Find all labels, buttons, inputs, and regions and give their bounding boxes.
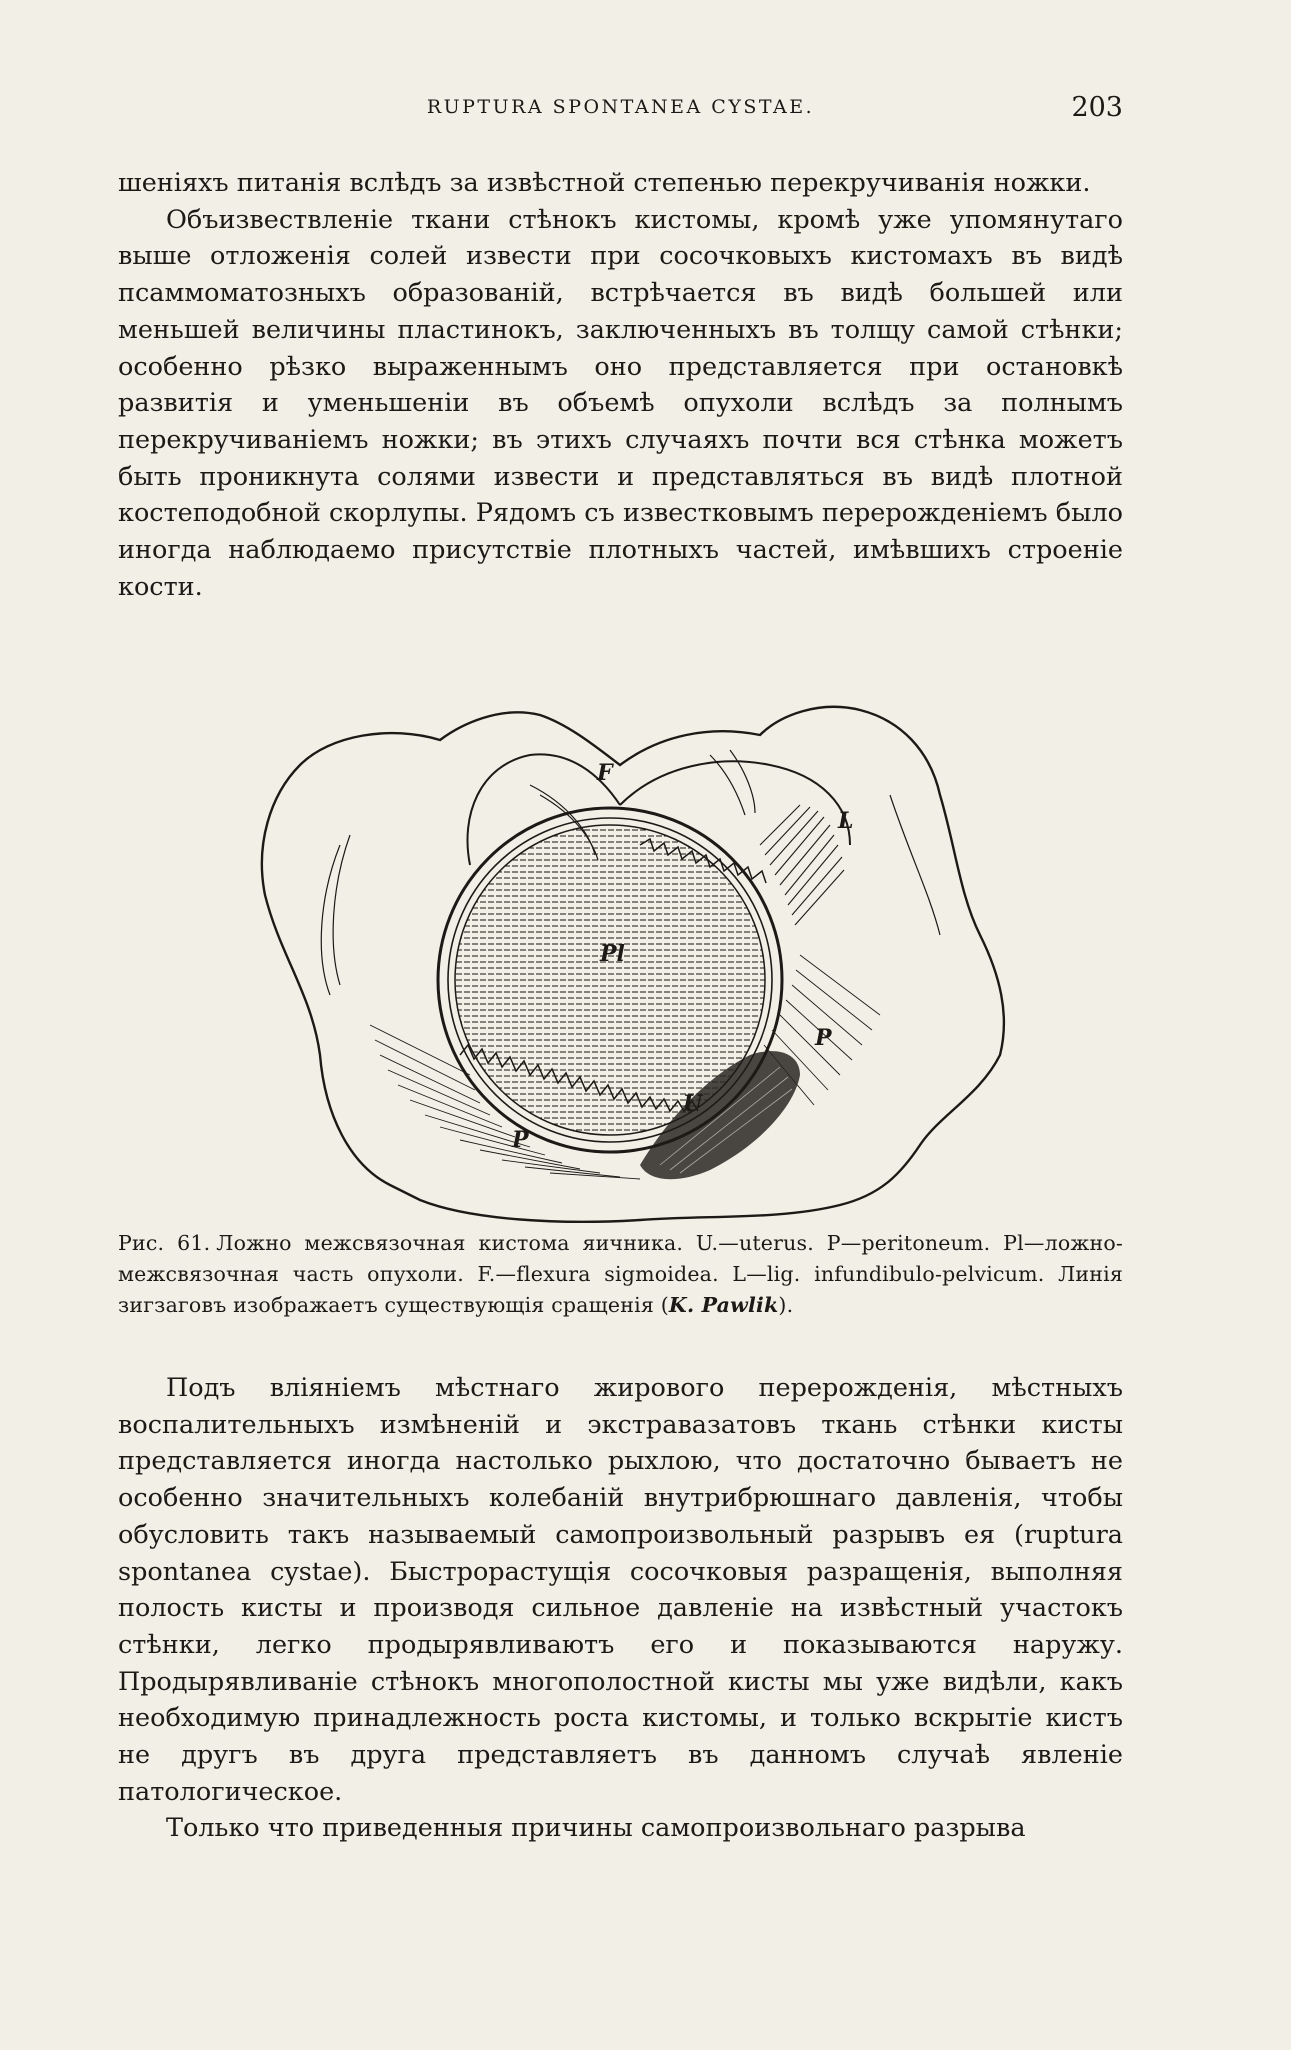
top-text-block (118, 165, 1123, 605)
caption-number: Рис. 61. (118, 1231, 211, 1255)
running-title: RUPTURA SPONTANEA CYSTAE. (426, 96, 815, 118)
label-Pl: Pl (600, 941, 625, 967)
figure-caption (118, 1228, 1123, 1321)
anatomical-drawing (240, 695, 1040, 1235)
paragraph: шеніяхъ питанія вслѣдъ за извѣстной степенью перекручиванія ножки. (118, 168, 1091, 198)
label-P-right: P (815, 1025, 832, 1051)
label-L: L (838, 808, 854, 834)
caption-author: K. Pawlik (668, 1293, 779, 1317)
figure-61-illustration (240, 695, 1040, 1235)
paragraph: Объизвествленіе ткани стѣнокъ кистомы, кромѣ уже упомянутаго выше отложенія солей извести при сосочковыхъ кистомахъ въ видѣ псаммоматозныхъ образованій, встрѣчается въ видѣ большей или меньшей величины пластинокъ, заключенныхъ въ толщу самой стѣнки; особенно рѣзко выраженнымъ оно представляется при остановкѣ развитія и уменьшеніи въ объемѣ опухоли вслѣдъ за полнымъ перекручиваніемъ ножки; въ этихъ случаяхъ почти вся стѣнка можетъ быть проникнута солями извести и представляться въ видѣ плотной костеподобной скорлупы. Рядомъ съ известковымъ перерожденіемъ было иногда наблюдаемо присутствіе плотныхъ частей, имѣвшихъ строеніе кости. (118, 204, 1123, 602)
caption-close: ). (778, 1293, 794, 1317)
page-number: 203 (1071, 92, 1123, 123)
label-P-left: P (512, 1127, 529, 1153)
paragraph: Подъ вліяніемъ мѣстнаго жирового перерожденія, мѣстныхъ воспалительныхъ измѣненій и экстравазатовъ ткань стѣнки кисты представляется иногда настолько рыхлою, что достаточно бываетъ не особенно значительныхъ колебаній внутрибрюшнаго давленія, чтобы обусловить такъ называемый самопроизвольный разрывъ ея (ruptura spontanea cystae). Быстрорастущія сосочковыя разращенія, выполняя полость кисты и производя сильное давленіе на извѣстный участокъ стѣнки, легко продырявливаютъ его и показываются наружу. Продырявливаніе стѣнокъ многополостной кисты мы уже видѣли, какъ необходимую принадлежность роста кистомы, и только вскрытіе кистъ не другъ въ друга представляетъ въ данномъ случаѣ явленіе патологическое. (118, 1373, 1123, 1807)
bottom-text-block (118, 1370, 1123, 1847)
paragraph: Только что приведенныя причины самопроизвольнаго разрыва (166, 1813, 1026, 1844)
page-header (118, 92, 1123, 132)
label-F: F (597, 760, 613, 786)
ligament-hatching (760, 805, 844, 925)
caption-text: Ложно межсвязочная кистома яичника. U.—uterus. P—peritoneum. Pl—ложно-межсвязочная часть опухоли. F.—flexura sigmoidea. L—lig. infundibulo-pelvicum. Линія зигзаговъ изображаетъ существующія сращенія ( (118, 1231, 1123, 1317)
label-U: U (683, 1091, 703, 1117)
